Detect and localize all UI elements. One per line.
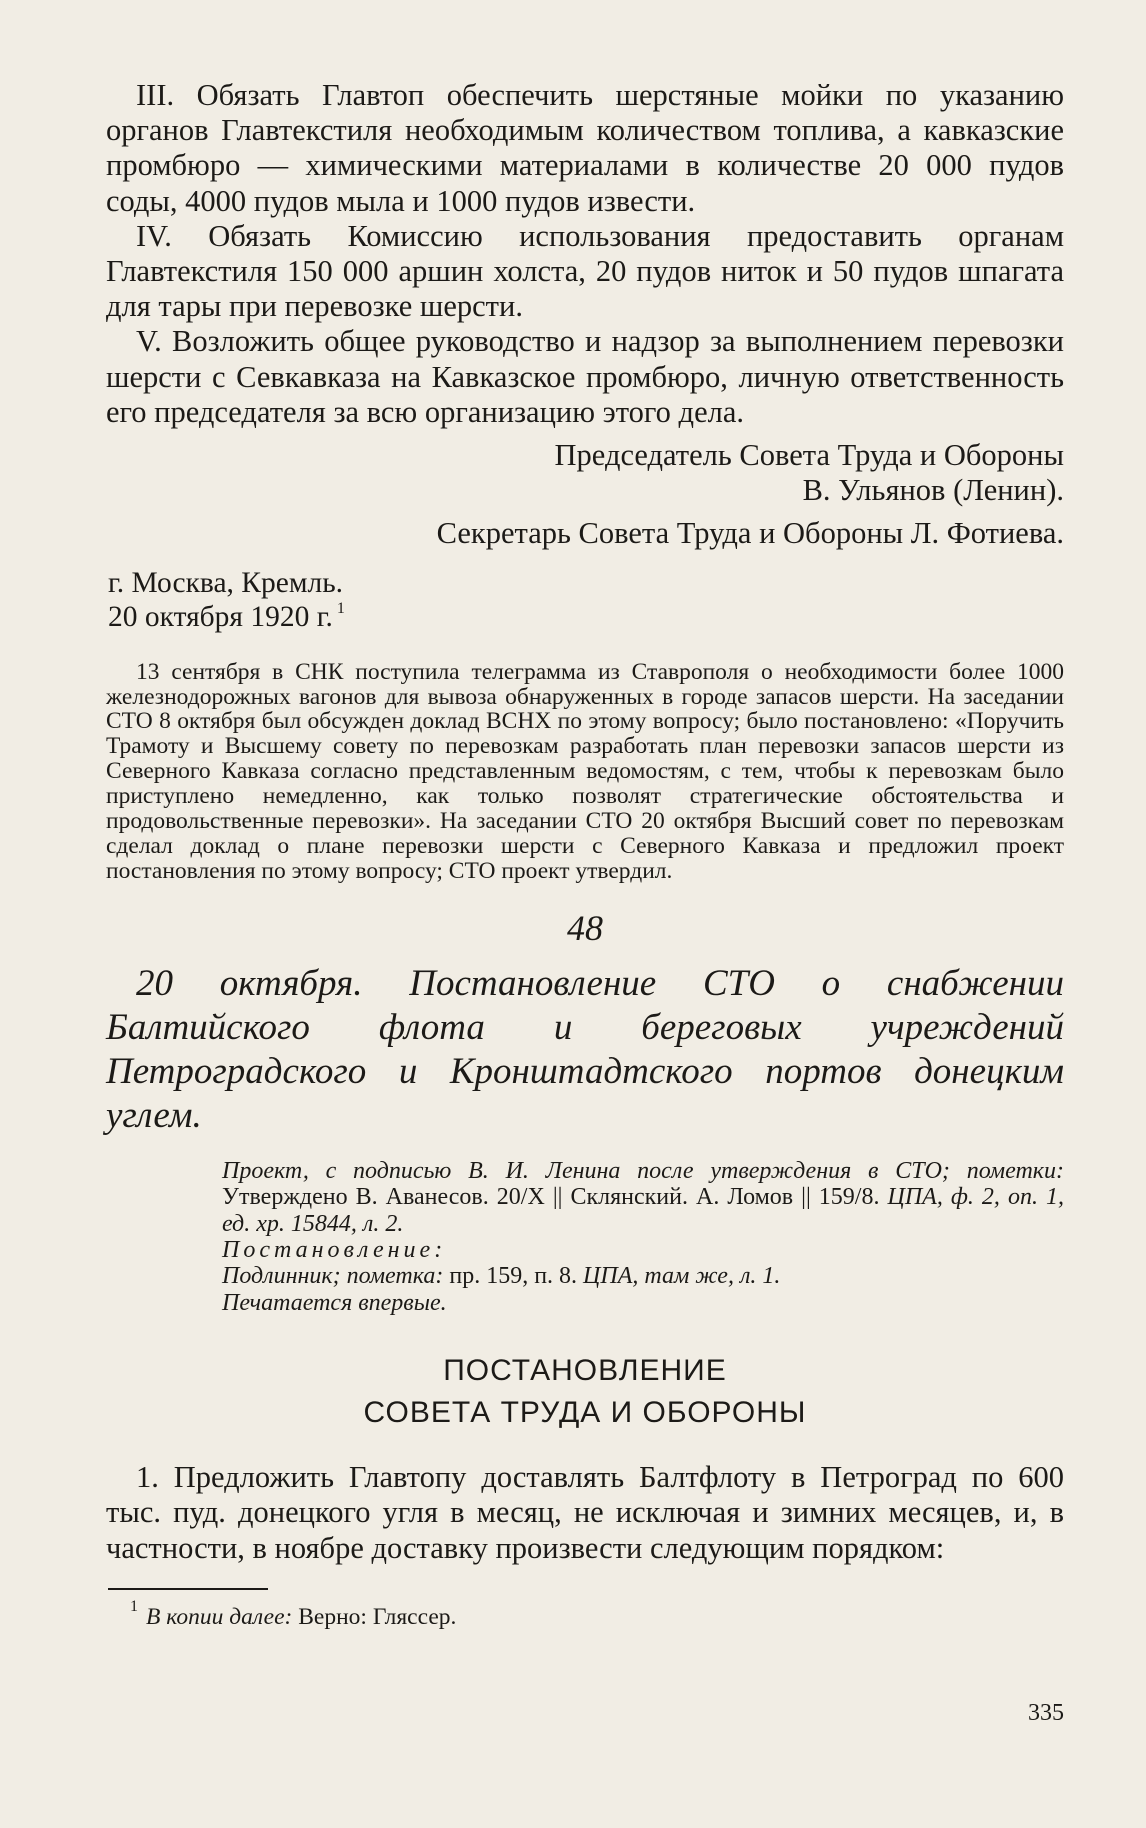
- source-draft-archive: ЦПА, ф. 2, оп. 1, ед. хр. 15844, л. 2.: [222, 1184, 1064, 1237]
- date: 20 октября 1920 г.: [108, 600, 333, 633]
- place-date: [106, 566, 1064, 634]
- chair-name: В. Ульянов (Ленин).: [802, 473, 1064, 508]
- footnote-text: Верно: Гляссер.: [292, 1603, 457, 1630]
- source-first-publication: Печатается впервые.: [222, 1289, 447, 1316]
- chair-title: Председатель Совета Труда и Обороны: [554, 438, 1064, 473]
- source-description: [222, 1158, 1064, 1316]
- source-draft-marks: Утверждено В. Аванесов. 20/X || Склянский. А. Ломов || 159/8.: [222, 1184, 888, 1211]
- paragraph-iii: III. Обязать Главтоп обеспечить шерстяные мойки по указанию органов Главтекстиля необходимым количеством топлива, а кавказские промбюро — химическими материалами в количестве 20 000 пудов соды, 4000 пудов мыла и 1000 пудов извести.: [106, 78, 1064, 218]
- document-number: 48: [567, 907, 603, 948]
- place: г. Москва, Кремль.: [108, 566, 344, 599]
- resolution-heading: [106, 1350, 1064, 1434]
- source-original-mark: пр. 159, п. 8.: [443, 1263, 584, 1290]
- secretary-signature: Секретарь Совета Труда и Обороны Л. Фотиева.: [436, 516, 1064, 551]
- page-number: 335: [1028, 1700, 1064, 1726]
- resolution-heading-line-1: ПОСТАНОВЛЕНИЕ: [443, 1354, 727, 1388]
- page-body: [106, 78, 1064, 1630]
- source-line-3: [222, 1263, 1064, 1289]
- footnote-mark: 1: [130, 1597, 138, 1615]
- resolution-heading-line-2: СОВЕТА ТРУДА И ОБОРОНЫ: [363, 1396, 807, 1430]
- footnote-label: В копии далее:: [146, 1603, 293, 1630]
- paragraph-v: V. Возложить общее руководство и надзор за выполнением перевозки шерсти с Севкавказа на Кавказское промбюро, личную ответственность его председателя за всю организацию этого дела.: [106, 324, 1064, 429]
- source-original-label: Подлинник; пометка:: [222, 1263, 444, 1290]
- source-original-archive: ЦПА, там же, л. 1.: [583, 1263, 781, 1290]
- editorial-note: 13 сентября в СНК поступила телеграмма из Ставрополя о необходимости более 1000 железнодорожных вагонов для вывоза обнаруженных в городе запасов шерсти. На заседании СТО 8 октября был обсужден доклад ВСНХ по этому вопросу; было постановлено: «Поручить Трамоту и Высшему совету по перевозкам разработать план перевозки запасов шерсти из Северного Кавказа согласно представленным ведомостям, с тем, чтобы к перевозкам было приступлено немедленно, как только позволят стратегические обстоятельства и продовольственные перевозки». На заседании СТО 20 октября Высший совет по перевозкам сделал доклад о плане перевозки шерсти с Северного Кавказа и предложил проект постановления по этому вопросу; СТО проект утвердил.: [106, 658, 1064, 884]
- paragraph-1: 1. Предложить Главтопу доставлять Балтфлоту в Петроград по 600 тыс. пуд. донецкого угля в месяц, не исключая и зимних месяцев, и, в частности, в ноябре доставку произвести следующим порядком:: [106, 1460, 1064, 1565]
- source-draft-label: Проект, с подписью В. И. Ленина после утверждения в СТО; пометки:: [222, 1157, 1064, 1184]
- date-line: [108, 600, 1064, 634]
- footnote: [130, 1597, 1064, 1630]
- source-line-1: [222, 1158, 1064, 1237]
- footnote-divider: [108, 1588, 268, 1590]
- source-resolution-label: Постановление:: [222, 1237, 447, 1264]
- footnote-ref[interactable]: 1: [336, 599, 345, 617]
- paragraph-iv: IV. Обязать Комиссию использования предоставить органам Главтекстиля 150 000 аршин холста, 20 пудов ниток и 50 пудов шпагата для тары при перевозке шерсти.: [106, 218, 1064, 324]
- document-title: 20 октября. Постановление СТО о снабжении Балтийского флота и береговых учреждений Петроградского и Кронштадтского портов донецким углем.: [106, 962, 1064, 1136]
